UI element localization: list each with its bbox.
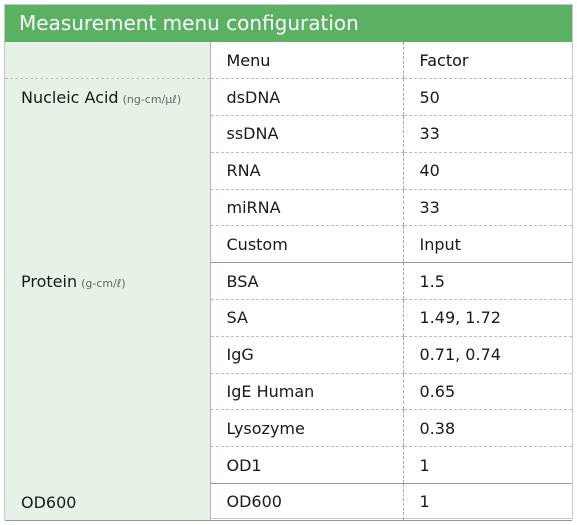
menu-column-header: Menu <box>210 42 403 79</box>
category-name: Protein <box>21 271 78 291</box>
category-unit: (ng-cm/μℓ) <box>122 93 182 107</box>
menu-cell: SA <box>210 300 403 337</box>
menu-cell: OD1 <box>210 447 403 484</box>
factor-cell: 1 <box>403 447 572 484</box>
factor-cell: 0.38 <box>403 410 572 447</box>
menu-cell: Custom <box>210 226 403 263</box>
measurement-menu-table-frame <box>4 4 573 519</box>
category-name: Nucleic Acid <box>21 88 119 108</box>
header-row <box>5 42 572 79</box>
menu-cell: RNA <box>210 152 403 189</box>
factor-cell: 1.49, 1.72 <box>403 300 572 337</box>
menu-cell: OD600 <box>210 484 403 521</box>
factor-cell: 1.5 <box>403 263 572 300</box>
factor-cell: 0.71, 0.74 <box>403 336 572 373</box>
table-row <box>5 484 572 521</box>
menu-cell: dsDNA <box>210 79 403 116</box>
factor-cell: Input <box>403 226 572 263</box>
measurement-menu-table <box>5 42 572 521</box>
table-row <box>5 79 572 116</box>
menu-cell: BSA <box>210 263 403 300</box>
category-cell <box>5 263 210 484</box>
category-cell <box>5 484 210 521</box>
menu-cell: ssDNA <box>210 116 403 153</box>
category-name: OD600 <box>21 492 77 512</box>
menu-cell: IgG <box>210 336 403 373</box>
table-title: Measurement menu configuration <box>5 5 572 42</box>
table-row <box>5 263 572 300</box>
menu-cell: IgE Human <box>210 373 403 410</box>
menu-cell: Lysozyme <box>210 410 403 447</box>
factor-cell: 1 <box>403 484 572 521</box>
factor-column-header: Factor <box>403 42 572 79</box>
menu-cell: miRNA <box>210 189 403 226</box>
factor-cell: 40 <box>403 152 572 189</box>
category-unit: (g-cm/ℓ) <box>81 276 126 290</box>
factor-cell: 33 <box>403 189 572 226</box>
category-column-header <box>5 42 210 79</box>
factor-cell: 33 <box>403 116 572 153</box>
factor-cell: 0.65 <box>403 373 572 410</box>
category-cell <box>5 79 210 263</box>
factor-cell: 50 <box>403 79 572 116</box>
